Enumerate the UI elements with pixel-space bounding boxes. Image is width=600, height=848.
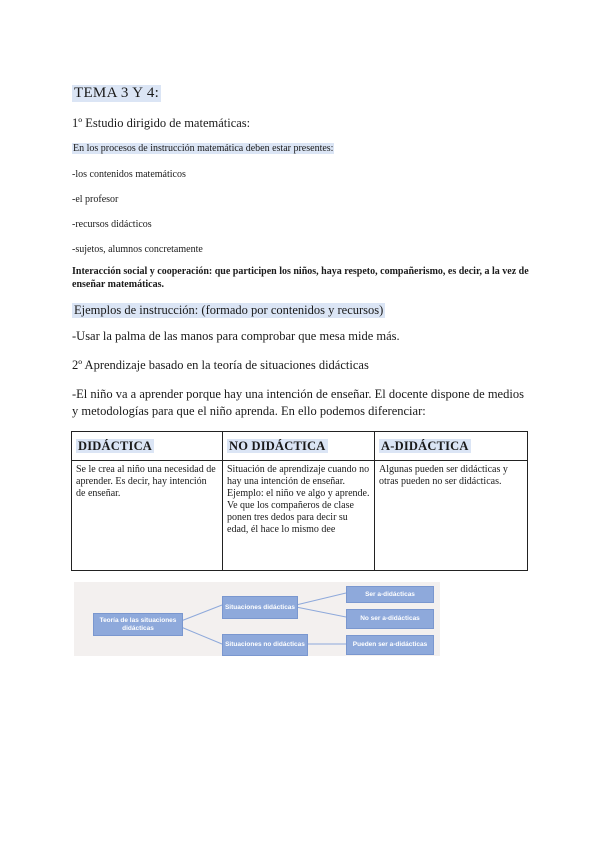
header-didactica: DIDÁCTICA xyxy=(78,439,153,453)
diagram-leaf-no-ser-a-didacticas: No ser a-didácticas xyxy=(346,609,434,629)
diagram-node-situaciones-didacticas: Situaciones didácticas xyxy=(222,596,298,619)
page-title: TEMA 3 Y 4: xyxy=(74,85,160,101)
list-item: -recursos didácticos xyxy=(72,219,152,230)
connector-root-bottom xyxy=(181,627,222,644)
header-a-didactica: A-DIDÁCTICA xyxy=(381,439,469,453)
table-header-cell xyxy=(375,432,528,461)
diagram-root-node: Teoría de las situaciones didácticas xyxy=(93,613,183,636)
connector-top-leaf1 xyxy=(296,593,346,605)
cell-didactica: Se le crea al niño una necesidad de aprender. Es decir, hay intención de enseñar. xyxy=(76,464,216,499)
examples-heading: Ejemplos de instrucción: (formado por contenidos y recursos) xyxy=(74,303,384,317)
table-cell xyxy=(72,461,223,571)
table-row xyxy=(72,461,528,571)
connector-root-top xyxy=(181,605,222,621)
body-paragraph: -El niño va a aprender porque hay una intención de enseñar. El docente dispone de medios y metodologías para que el niño aprenda. En ello podemos diferenciar: xyxy=(72,387,524,418)
list-item: -los contenidos matemáticos xyxy=(72,169,186,180)
table-header-cell xyxy=(72,432,223,461)
section-heading-2: 2º Aprendizaje basado en la teoría de situaciones didácticas xyxy=(72,358,369,372)
bold-paragraph: Interacción social y cooperación: que participen los niños, haya respeto, compañerismo, es decir, a la vez de enseñar matemáticas. xyxy=(72,266,529,290)
diagram-leaf-pueden-ser-a-didacticas: Pueden ser a-didácticas xyxy=(346,635,434,655)
diagram-leaf-ser-a-didacticas: Ser a-didácticas xyxy=(346,586,434,603)
diagram-node-situaciones-no-didacticas: Situaciones no didácticas xyxy=(222,634,308,656)
cell-a-didactica: Algunas pueden ser didácticas y otras pueden no ser didácticas. xyxy=(379,464,508,487)
intro-text: En los procesos de instrucción matemática deben estar presentes: xyxy=(73,143,334,154)
table-header-row xyxy=(72,432,528,461)
list-item: -sujetos, alumnos concretamente xyxy=(72,244,203,255)
list-item: -el profesor xyxy=(72,194,119,205)
example-item: -Usar la palma de las manos para comprobar que mesa mide más. xyxy=(72,329,400,343)
cell-no-didactica: Situación de aprendizaje cuando no hay una intención de enseñar. Ejemplo: el niño ve algo y aprende. Ve que los compañeros de clase ponen tres dedos para decir su edad, él hace lo mismo dee xyxy=(227,464,370,535)
concept-diagram xyxy=(74,582,440,656)
table-header-cell xyxy=(223,432,375,461)
connector-top-leaf2 xyxy=(296,607,346,617)
table-cell xyxy=(375,461,528,571)
section-heading-1: 1º Estudio dirigido de matemáticas: xyxy=(72,116,251,130)
table-cell xyxy=(223,461,375,571)
comparison-table xyxy=(71,431,528,571)
header-no-didactica: NO DIDÁCTICA xyxy=(229,439,326,453)
